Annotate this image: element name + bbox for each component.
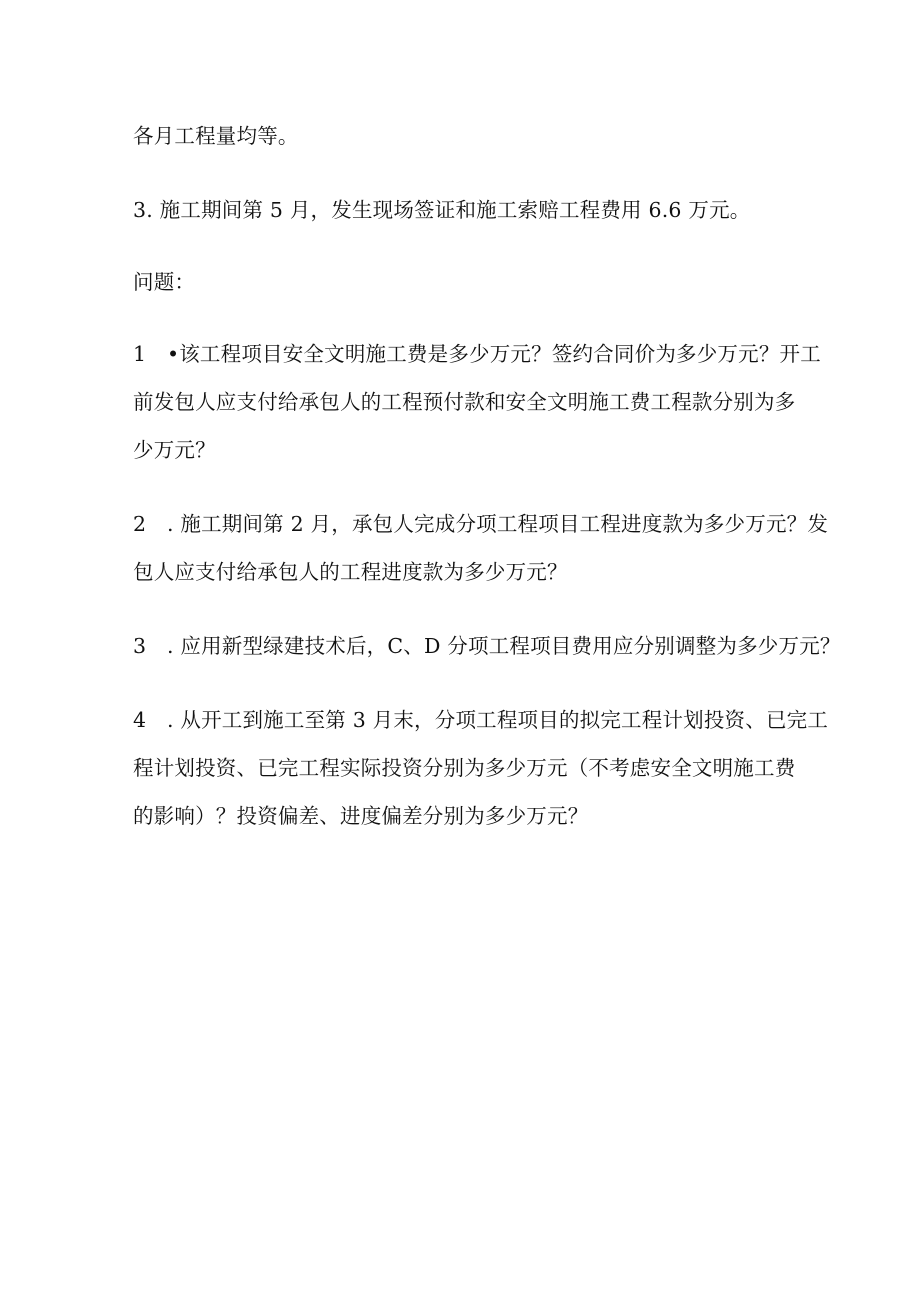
- question-4-line-3: 的影响）？投资偏差、进度偏差分别为多少万元？: [133, 804, 589, 828]
- question-3-line-1: 3 . 应用新型绿建技术后，C、D 分项工程项目费用应分别调整为多少万元？: [133, 634, 841, 658]
- question-4-line-2: 程计划投资、已完工程实际投资分别为多少万元（不考虑安全文明施工费: [133, 756, 796, 780]
- question-2-line-1: 2 . 施工期间第 2 月，承包人完成分项工程项目工程进度款为多少万元？发: [133, 512, 829, 536]
- text-line-condition-3: 3. 施工期间第 5 月，发生现场签证和施工索赔工程费用 6.6 万元。: [133, 198, 751, 222]
- text-line-conditions-end: 各月工程量均等。: [133, 124, 299, 148]
- question-1-line-3: 少万元？: [133, 438, 216, 462]
- questions-heading: 问题：: [133, 270, 196, 294]
- question-4-line-1: 4 . 从开工到施工至第 3 月末，分项工程项目的拟完工程计划投资、已完工: [133, 708, 829, 732]
- question-1-line-2: 前发包人应支付给承包人的工程预付款和安全文明施工费工程款分别为多: [133, 390, 796, 414]
- question-2-line-2: 包人应支付给承包人的工程进度款为多少万元？: [133, 560, 568, 584]
- question-1-line-1: 1 •该工程项目安全文明施工费是多少万元？签约合同价为多少万元？开工: [133, 342, 821, 366]
